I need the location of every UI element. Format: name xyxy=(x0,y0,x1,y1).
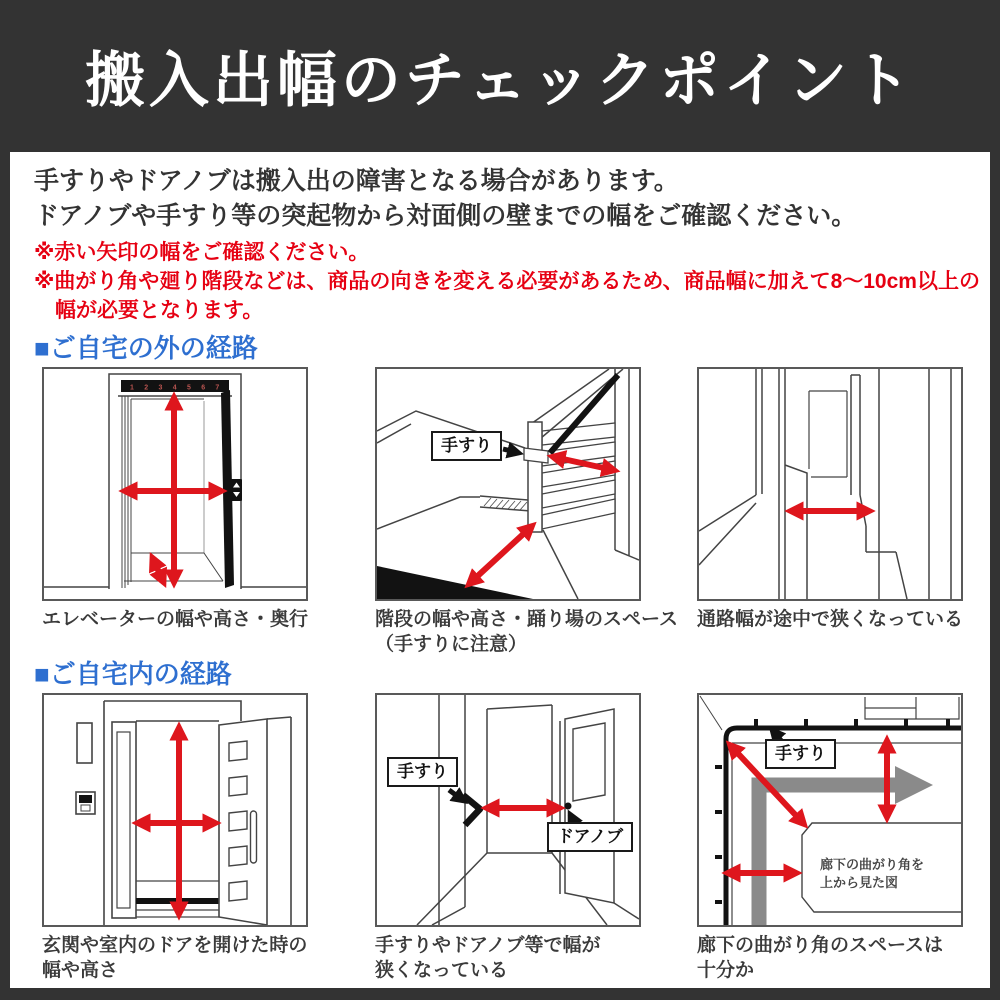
caption-line: 通路幅が途中で狭くなっている xyxy=(697,609,964,630)
diagram-entrance-door xyxy=(42,693,308,927)
handrail-label: 手すり xyxy=(765,739,836,769)
door-handle xyxy=(251,811,257,863)
doorknob-label: ドアノブ xyxy=(547,822,633,852)
wall-panel xyxy=(77,723,92,763)
diagram-corridor-corner xyxy=(697,693,963,927)
entrance-illustration xyxy=(44,695,306,925)
caption-line: 階段の幅や高さ・踊り場のスペース xyxy=(375,609,679,630)
caption-line: （手すりに注意） xyxy=(375,634,528,655)
handrail-end xyxy=(524,448,548,463)
figure-hall-handrail-doorknob xyxy=(375,693,637,983)
diagram-stairs xyxy=(375,367,641,601)
door-window xyxy=(573,723,605,801)
section-heading-inside-home: ■ご自宅内の経路 xyxy=(34,659,232,689)
landing-space-arrow xyxy=(470,527,531,583)
caption-elevator xyxy=(42,607,309,657)
intro-line-2: ドアノブや手すり等の突起物から対面側の壁までの幅をご確認ください。 xyxy=(34,202,857,230)
caption-line: 狭くなっている xyxy=(375,960,509,981)
caption-line xyxy=(42,632,304,657)
handrail-label: 手すり xyxy=(387,757,458,787)
intercom-screen xyxy=(79,795,92,803)
diagram-row-inside xyxy=(34,693,966,983)
caption-line: 十分か xyxy=(697,960,755,981)
stair-newel-post xyxy=(528,422,542,532)
door-window xyxy=(229,811,247,831)
handrail-bracket xyxy=(715,765,722,769)
section-heading-outside-home: ■ご自宅の外の経路 xyxy=(34,333,258,363)
figure-elevator xyxy=(42,367,309,657)
page-title: 搬入出幅のチェックポイント xyxy=(84,47,916,114)
handrail-bracket xyxy=(715,855,722,859)
caption-corridor-corner xyxy=(697,933,959,983)
floor-shadow xyxy=(377,566,533,599)
handrail-label: 手すり xyxy=(431,431,502,461)
elevator-illustration xyxy=(44,369,306,599)
handrail-bracket xyxy=(754,719,758,726)
caption-line xyxy=(697,632,959,657)
diagram-hallway-narrowing xyxy=(697,367,963,601)
door-window xyxy=(229,776,247,796)
carry-path-arrow xyxy=(759,785,895,925)
figure-entrance-door xyxy=(42,693,308,983)
note-corner-width-1: ※曲がり角や廻り階段などは、商品の向きを変える必要があるため、商品幅に加えて8～10cm以上の xyxy=(34,270,980,293)
caption-line: 手すりやドアノブ等で幅が xyxy=(375,935,601,956)
handrail-bracket xyxy=(715,900,722,904)
door-window xyxy=(229,741,247,761)
figure-corridor-corner xyxy=(697,693,959,983)
handrail-bracket xyxy=(946,719,950,726)
handrail-bracket xyxy=(854,719,858,726)
handrail-pointer-arrow xyxy=(449,790,464,801)
figure-stairs xyxy=(375,367,679,657)
door-window xyxy=(229,881,247,901)
caption-stairs xyxy=(375,607,679,657)
handrail-bracket xyxy=(904,719,908,726)
door-window xyxy=(229,846,247,866)
caption-hallway-narrowing xyxy=(697,607,964,657)
hallway-illustration xyxy=(699,369,961,599)
elevator-call-button-panel xyxy=(231,479,242,501)
sidelight-frame xyxy=(112,722,136,918)
top-view-note xyxy=(820,856,924,892)
diagram-hall-handrail-doorknob xyxy=(375,693,641,927)
header-banner xyxy=(0,0,1000,152)
figure-hallway-narrowing xyxy=(697,367,964,657)
top-view-note-line: 上から見た図 xyxy=(820,875,899,890)
hall-illustration xyxy=(377,695,639,925)
note-red-arrows: ※赤い矢印の幅をご確認ください。 xyxy=(34,241,370,264)
caption-hall-handrail-doorknob xyxy=(375,933,637,983)
caption-line: 幅や高さ xyxy=(42,960,119,981)
content-panel xyxy=(10,152,990,988)
handrail-bracket xyxy=(715,810,722,814)
note-corner-width-2: 幅が必要となります。 xyxy=(55,299,264,322)
stair-step xyxy=(542,423,615,445)
diagram-row-outside xyxy=(34,367,966,657)
diagram-elevator xyxy=(42,367,308,601)
handrail-bracket xyxy=(804,719,808,726)
caption-line: エレベーターの幅や高さ・奥行 xyxy=(42,609,309,630)
top-view-note-line: 廊下の曲がり角を xyxy=(820,857,925,872)
caption-line: 廊下の曲がり角のスペースは xyxy=(697,935,944,956)
caption-line: 玄関や室内のドアを開けた時の xyxy=(42,935,308,956)
carry-path-arrowhead xyxy=(895,766,933,804)
caption-entrance-door xyxy=(42,933,308,983)
handrail-pointer-arrow xyxy=(503,449,519,453)
stairs-illustration xyxy=(377,369,639,599)
depth-arrow xyxy=(153,559,163,581)
elevator-floor-numbers: 1 2 3 4 5 6 7 xyxy=(130,384,224,392)
doorknob xyxy=(565,803,572,810)
intro-line-1: 手すりやドアノブは搬入出の障害となる場合があります。 xyxy=(34,167,679,195)
